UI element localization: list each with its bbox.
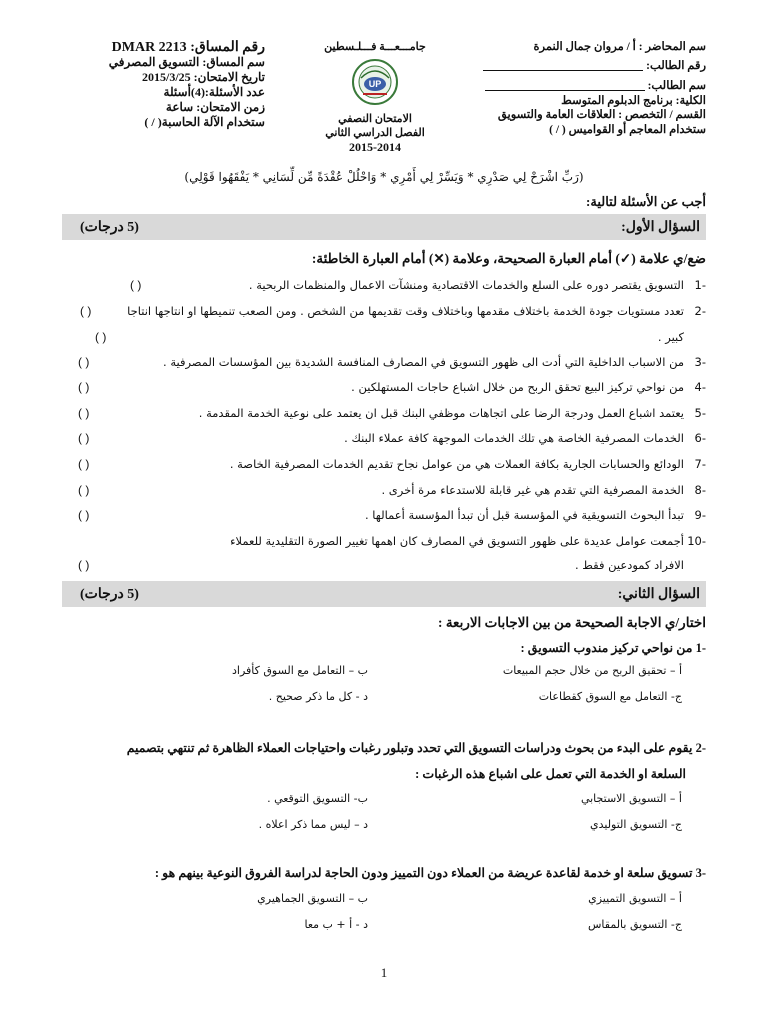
exam-duration: زمن الامتحان: ساعة [165, 100, 265, 114]
question-1-title: السؤال الأول: [621, 220, 700, 235]
question-1-bar [62, 214, 706, 240]
academic-year: 2015-2014 [349, 140, 401, 154]
statement-text: الخدمات المصرفية الخاصة هي تلك الخدمات الموجهة كافة عملاء البنك . [344, 431, 684, 445]
statement-row [62, 330, 706, 348]
statement-row [62, 406, 706, 424]
student-number-row [436, 59, 706, 74]
university-name: جامـــعـــة فـــلـسطين [324, 41, 426, 53]
mcq-stem: -3 تسويق سلعة او خدمة لقاعدة عريضة من العملاء دون التمييز ودون الحاجة لدراسة الفروق النوعية بينهم هو : [154, 866, 706, 880]
mcq-option-a[interactable]: أ – التسويق التمييزي [588, 892, 682, 905]
statement-number: -7 [694, 457, 706, 471]
question-1-directive: ضع/ي علامة (✓) أمام العبارة الصحيحة، وعلامة (✕) أمام العبارة الخاطئة: [311, 251, 706, 266]
calculator-use: ستخدام الآلة الحاسبة( / ) [144, 115, 265, 129]
statement-row [62, 304, 706, 322]
statement-text: التسويق يقتصر دوره على السلع والخدمات الاقتصادية ومنشآت الاعمال والمنظمات الربحية . [248, 278, 684, 292]
statement-text: من الاسباب الداخلية التي أدت الى ظهور التسويق في المصارف المنافسة الشديدة بين المؤسسات المصرفية . [163, 355, 684, 369]
answer-blank[interactable]: ( ) [78, 406, 90, 420]
statement-row [62, 278, 706, 296]
student-number-field[interactable] [483, 61, 643, 71]
student-number-label: رقم الطالب: [646, 59, 706, 72]
answer-blank[interactable]: ( ) [80, 304, 92, 318]
opening-prayer: (رَبِّ اشْرَحْ لِي صَدْرِي * وَيَسِّرْ لِي أَمْرِي * وَاحْلُلْ عُقْدَةً مِّن لِّسَانِي * يَفْقَهُوا قَوْلِي) [184, 170, 584, 184]
mcq-option-b[interactable]: ب – التعامل مع السوق كأفراد [231, 664, 368, 677]
mcq-stem: -2 يقوم على البدء من بحوث ودراسات التسويق التي تحدد وتبلور رغبات واحتياجات العملاء الظاهرة ثم تنتهي بتصميم [126, 741, 706, 755]
answer-blank[interactable]: ( ) [78, 380, 90, 394]
question-1-points: (5 درجات) [80, 220, 139, 235]
course-name: سم المساق: التسويق المصرفي [108, 55, 265, 69]
statement-text: أجمعت عوامل عديدة على ظهور التسويق في المصارف كان اهمها تغيير الصورة التقليدية للعملاء [230, 534, 684, 548]
statement-text: تعدد مستويات جودة الخدمة باختلاف مقدمها وباختلاف وقت تقديمها من الشخص . ومن الصعب تنميطها او انتاجها انتاجا [127, 304, 684, 318]
college: الكلية: برنامج الدبلوم المتوسط [561, 94, 706, 107]
statement-row [62, 508, 706, 526]
statement-text: يعتمد اشباع العمل ودرجة الرضا على اتجاهات موظفي البنك قبل ان يعتمد على نوعية الخدمة المقدمة . [198, 406, 684, 420]
question-2-bar [62, 581, 706, 607]
answer-blank[interactable]: ( ) [78, 355, 90, 369]
mcq-option-d[interactable]: د - كل ما ذكر صحيح . [268, 690, 368, 703]
question-count: عدد الأسئلة:(4)أسئلة [163, 85, 265, 99]
statement-number: -3 [694, 355, 706, 369]
mcq-option-b[interactable]: ب – التسويق الجماهيري [257, 892, 368, 905]
exam-header [60, 40, 706, 155]
page-number: 1 [380, 965, 388, 980]
statement-text: الخدمة المصرفية التي تقدم هي غير قابلة للاستدعاء مرة أخرى . [381, 483, 684, 497]
answer-blank[interactable]: ( ) [78, 431, 90, 445]
student-name-field[interactable] [485, 81, 645, 91]
statement-text: تبدأ البحوث التسويقية في المؤسسة قبل أن تبدأ المؤسسة أعمالها . [364, 508, 684, 522]
mcq-option-a[interactable]: أ – تحقيق الربح من خلال حجم المبيعات [502, 664, 682, 677]
mcq-option-b[interactable]: ب- التسويق التوقعي . [267, 792, 368, 805]
statement-row [62, 483, 706, 501]
statement-number: -9 [694, 508, 706, 522]
mcq-option-c[interactable]: ج- التعامل مع السوق كقطاعات [538, 690, 682, 703]
statement-row [62, 355, 706, 373]
question-2-directive: اختار/ي الاجابة الصحيحة من بين الاجابات الاربعة : [437, 615, 706, 630]
header-course-info [60, 40, 265, 130]
answer-blank[interactable]: ( ) [78, 508, 90, 522]
course-code: رقم المساق: DMAR 2213 [111, 40, 265, 55]
question-2-points: (5 درجات) [80, 587, 139, 602]
mcq-stem-continued: السلعة او الخدمة التي تعمل على اشباع هذه الرغبات : [415, 767, 686, 781]
svg-text:UP: UP [368, 79, 382, 89]
statement-text: الافراد كمودعين فقط . [574, 558, 684, 572]
question-2-title: السؤال الثاني: [617, 587, 700, 602]
statement-number: -4 [694, 380, 706, 394]
exam-type: الامتحان النصفي [338, 113, 412, 125]
statement-number: -8 [694, 483, 706, 497]
mcq-option-c[interactable]: ج- التسويق بالمقاس [588, 918, 682, 931]
statement-row [62, 380, 706, 398]
statement-row [62, 431, 706, 449]
mcq-stem: -1 من نواحي تركيز مندوب التسويق : [520, 641, 706, 655]
mcq-option-d[interactable]: د – ليس مما ذكر اعلاه . [258, 818, 368, 831]
header-university [300, 40, 450, 154]
answer-blank[interactable]: ( ) [78, 558, 90, 572]
answer-blank[interactable]: ( ) [130, 278, 142, 292]
dictionaries-use: ستخدام المعاجم أو القواميس ( / ) [549, 123, 706, 136]
statement-number: -1 [694, 278, 706, 292]
header-student-info [436, 40, 706, 137]
exam-date: تاريخ الامتحان: 2015/3/25 [142, 70, 265, 84]
instruction: أجب عن الأسئلة لتالية: [586, 194, 706, 209]
statement-row [62, 534, 706, 552]
mcq-option-d[interactable]: د - أ + ب معا [304, 918, 368, 931]
mcq-option-a[interactable]: أ – التسويق الاستجابي [580, 792, 682, 805]
answer-blank[interactable]: ( ) [95, 330, 107, 344]
statement-row [62, 558, 706, 576]
lecturer-name: سم المحاضر : أ / مروان جمال النمرة [533, 41, 706, 53]
statement-number: -6 [694, 431, 706, 445]
semester: الفصل الدراسي الثاني [325, 127, 425, 139]
statement-text: كبير . [657, 330, 684, 344]
statement-text: من نواحي تركيز البيع تحقق الربح من خلال اشباع حاجات المستهلكين . [351, 380, 684, 394]
student-name-row [436, 79, 706, 94]
answer-blank[interactable]: ( ) [78, 457, 90, 471]
answer-blank[interactable]: ( ) [78, 483, 90, 497]
student-name-label: سم الطالب: [647, 80, 706, 92]
statement-row [62, 457, 706, 475]
department: القسم / التخصص : العلاقات العامة والتسويق [497, 109, 706, 121]
statement-text: الودائع والحسابات الجارية بكافة العملات هي من عوامل نجاح تقديم الخدمات المصرفية الخاصة . [229, 457, 684, 471]
statement-number: -5 [694, 406, 706, 420]
university-logo [351, 58, 399, 106]
statement-number: -10 [687, 534, 706, 548]
mcq-option-c[interactable]: ج- التسويق التوليدي [590, 818, 682, 831]
statement-number: -2 [694, 304, 706, 318]
